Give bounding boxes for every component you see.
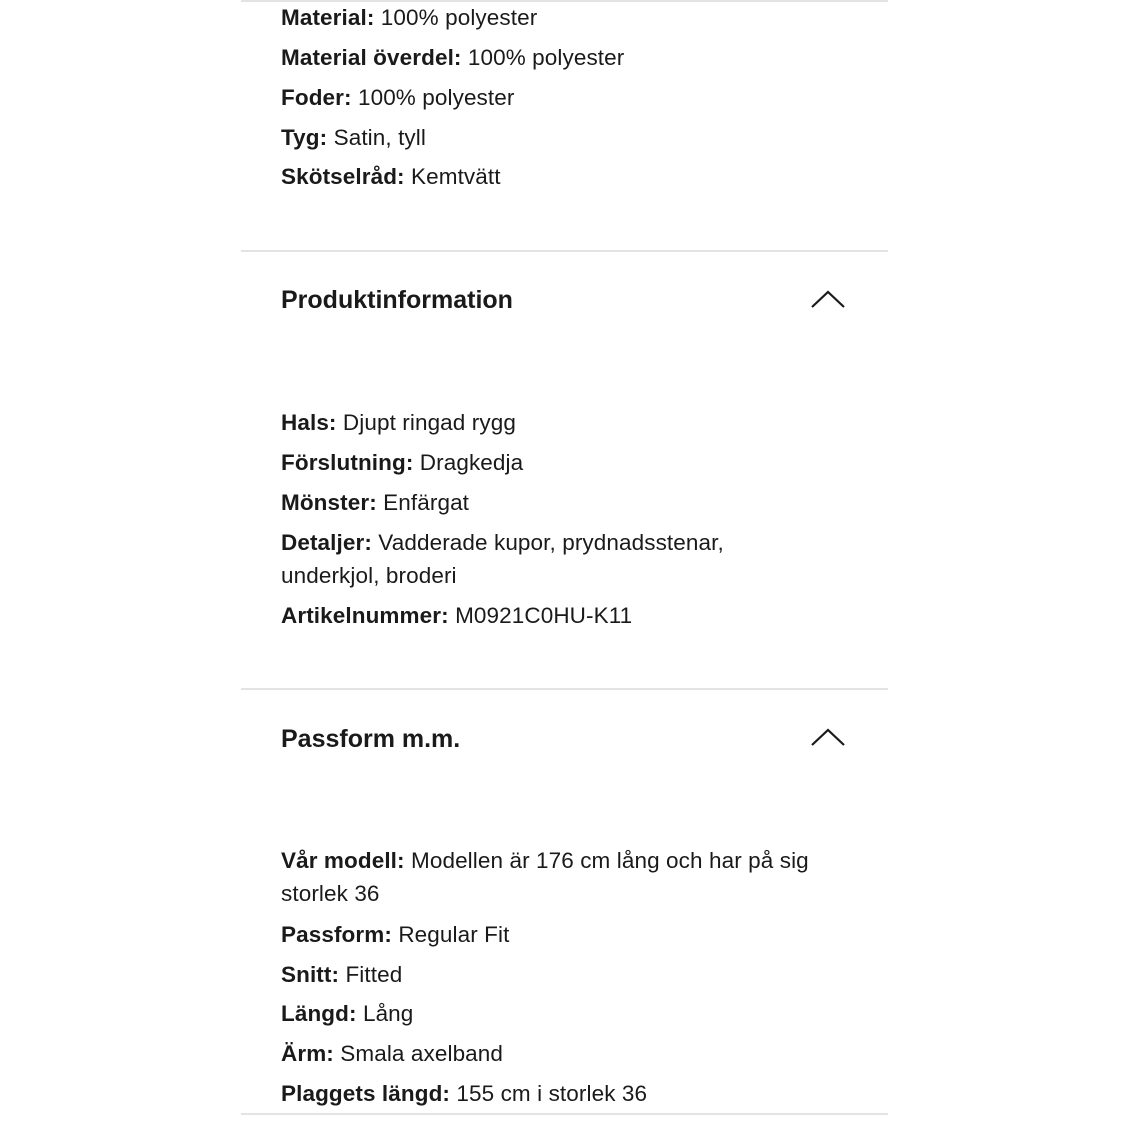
attribute-row (281, 486, 861, 519)
attribute-row (281, 446, 861, 479)
attribute-row (281, 958, 861, 991)
attribute-row (281, 160, 861, 193)
attribute-value: 100% polyester (380, 5, 538, 30)
attribute-value: Lång (362, 1001, 414, 1026)
section-divider (241, 688, 888, 690)
attribute-value: Kemtvätt (411, 164, 501, 189)
attribute-label: Ärm: (281, 1041, 334, 1066)
attribute-label: Material: (281, 5, 375, 30)
attribute-row (281, 1037, 861, 1070)
attribute-label: Passform: (281, 922, 392, 947)
attribute-label: Skötselråd: (281, 164, 405, 189)
attribute-row (281, 1077, 861, 1110)
attribute-row (281, 81, 861, 114)
accordion-header-fit[interactable]: Passform m.m. (281, 725, 461, 753)
attribute-value: Modellen är 176 cm lång och har på sig storlek 36 (281, 848, 809, 906)
attribute-value: 100% polyester (357, 85, 515, 110)
attribute-label: Plaggets längd: (281, 1081, 451, 1106)
chevron-up-icon[interactable] (810, 289, 846, 309)
attribute-label: Tyg: (281, 125, 328, 150)
attribute-row (281, 918, 861, 951)
attribute-value: 155 cm i storlek 36 (456, 1081, 648, 1106)
attribute-value: 100% polyester (467, 45, 625, 70)
attribute-row (281, 599, 861, 632)
attribute-row (281, 406, 861, 439)
attribute-row (281, 526, 801, 592)
attribute-value: M0921C0HU-K11 (455, 603, 633, 628)
attribute-label: Detaljer: (281, 530, 372, 555)
attribute-label: Förslutning: (281, 450, 414, 475)
attribute-label: Vår modell: (281, 848, 405, 873)
attribute-value: Enfärgat (383, 490, 470, 515)
attribute-label: Hals: (281, 410, 337, 435)
attribute-value: Fitted (345, 962, 403, 987)
attribute-row (281, 997, 861, 1030)
attribute-value: Regular Fit (398, 922, 510, 947)
attribute-label: Artikelnummer: (281, 603, 449, 628)
attribute-row (281, 1, 861, 34)
attribute-value: Smala axelband (340, 1041, 504, 1066)
attribute-row (281, 844, 861, 910)
section-divider (241, 250, 888, 252)
attribute-label: Längd: (281, 1001, 357, 1026)
attribute-value: Djupt ringad rygg (342, 410, 516, 435)
attribute-value: Vadderade kupor, prydnadsstenar, underkjol, broderi (281, 530, 724, 588)
attribute-value: Dragkedja (419, 450, 524, 475)
attribute-row (281, 41, 861, 74)
accordion-header-product-info[interactable]: Produktinformation (281, 286, 513, 314)
attribute-value: Satin, tyll (333, 125, 426, 150)
attribute-label: Material överdel: (281, 45, 462, 70)
attribute-label: Foder: (281, 85, 352, 110)
attribute-label: Snitt: (281, 962, 340, 987)
chevron-up-icon[interactable] (810, 727, 846, 747)
section-divider (241, 1113, 888, 1115)
attribute-label: Mönster: (281, 490, 377, 515)
attribute-row (281, 121, 861, 154)
